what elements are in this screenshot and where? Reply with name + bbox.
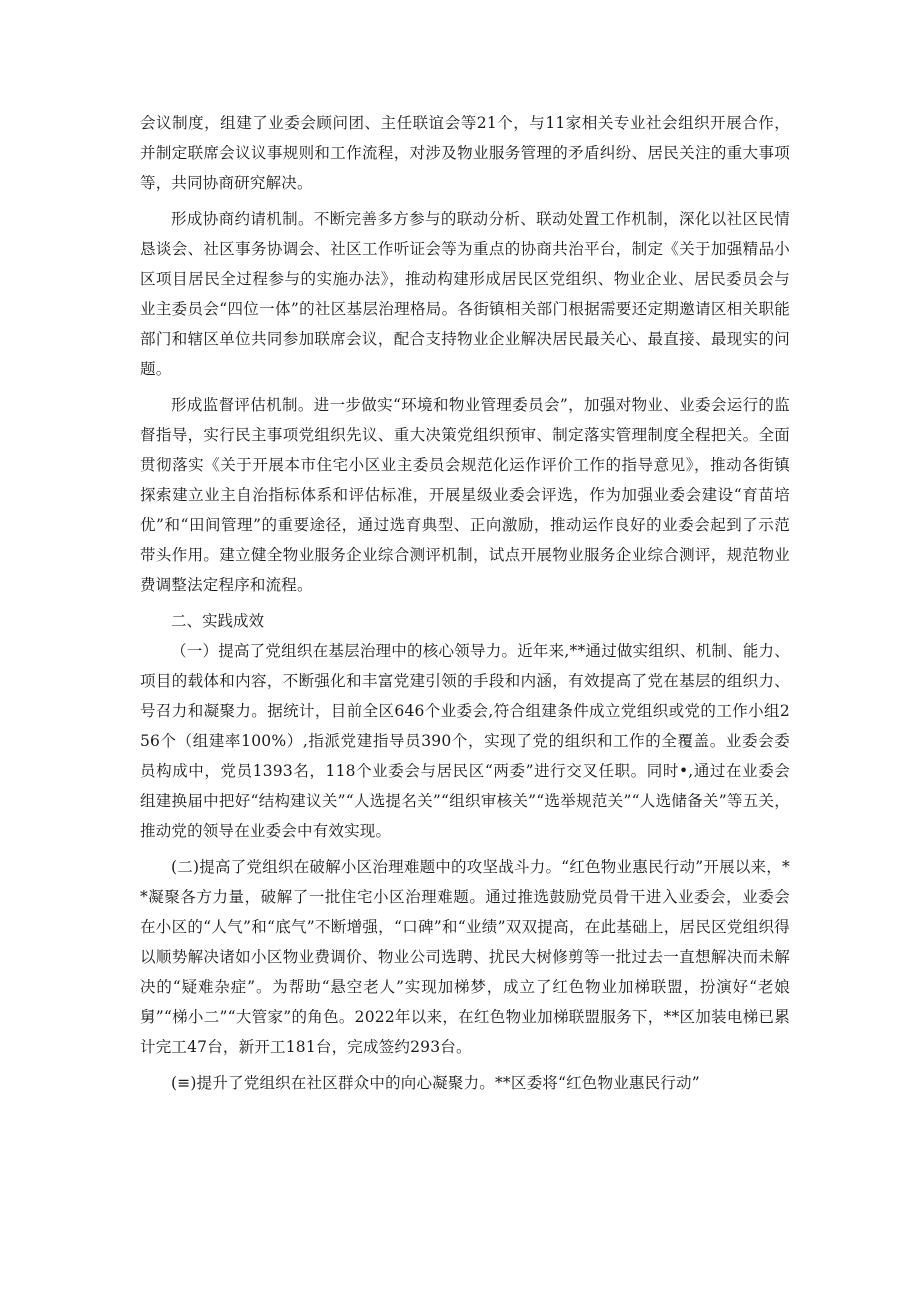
paragraph-meeting-system: 会议制度，组建了业委会顾问团、主任联谊会等21个，与11家相关专业社会组织开展合作，并制定联席会议议事规则和工作流程，对涉及物业服务管理的矛盾纠纷、居民关注的重大事项等，共同协商研究解决。 — [140, 114, 790, 192]
paragraph-supervision-mechanism: 形成监督评估机制。进一步做实“环境和物业管理委员会”，加强对物业、业委会运行的监督指导，实行民主事项党组织先议、重大决策党组织预审、制定落实管理制度全程把关。全面贯彻落实《关于开展本市住宅小区业主委员会规范化运作评价工作的指导意见》，推动各街镇探索建立业主自治指标体系和评估标准，开展星级业委会评选，作为加强业委会建设“育苗培优”和“田间管理”的重要途径，通过选育典型、正向激励，推动运作良好的业委会起到了示范带头作用。建立健全物业服务企业综合测评机制，试点开展物业服务企业综合测评，规范物业费调整法定程序和流程。 — [140, 396, 790, 594]
section-heading-practice-results: 二、实践成效 — [171, 612, 265, 630]
paragraph-result-three: (≡)提升了党组织在社区群众中的向心凝聚力。**区委将“红色物业惠民行动” — [171, 1074, 700, 1092]
paragraph-result-one: （一）提高了党组织在基层治理中的核心领导力。近年来,**通过做实组织、机制、能力、项目的载体和内容，不断强化和丰富党建引领的手段和内涵，有效提高了党在基层的组织力、号召力和凝聚力。据统计，目前全区646个业委会,符合组建条件成立党组织或党的工作小组256个（组建率100%）,指派党建指导员390个，实现了党的组织和工作的全覆盖。业委会委员构成中，党员1393名，118个业委会与居民区“两委”进行交叉任职。同时•,通过在业委会组建换届中把好“结构建议关”“人选提名关”“组织审核关”“选举规范关”“人选储备关”等五关，推动党的领导在业委会中有效实现。 — [140, 642, 790, 840]
paragraph-consultation-mechanism: 形成协商约请机制。不断完善多方参与的联动分析、联动处置工作机制，深化以社区民情恳谈会、社区事务协调会、社区工作听证会等为重点的协商共治平台，制定《关于加强精品小区项目居民全过程参与的实施办法》，推动构建形成居民区党组织、物业企业、居民委员会与业主委员会“四位一体”的社区基层治理格局。各街镇相关部门根据需要还定期邀请区相关职能部门和辖区单位共同参加联席会议，配合支持物业企业解决居民最关心、最直接、最现实的问题。 — [140, 210, 790, 378]
paragraph-result-two: (二)提高了党组织在破解小区治理难题中的攻坚战斗力。“红色物业惠民行动”开展以来，**凝聚各方力量，破解了一批住宅小区治理难题。通过推选鼓励党员骨干进入业委会，业委会在小区的“人气”和“底气”不断增强，“口碑”和“业绩”双双提高，在此基础上，居民区党组织得以顺势解决诸如小区物业费调价、物业公司选聘、扰民大树修剪等一批过去一直想解决而未解决的“疑难杂症”。为帮助“悬空老人”实现加梯梦，成立了红色物业加梯联盟，扮演好“老娘舅”“梯小二”“大管家”的角色。2022年以来，在红色物业加梯联盟服务下，**区加装电梯已累计完工47台，新开工181台，完成签约293台。 — [140, 858, 790, 1056]
document-page — [140, 108, 790, 1098]
